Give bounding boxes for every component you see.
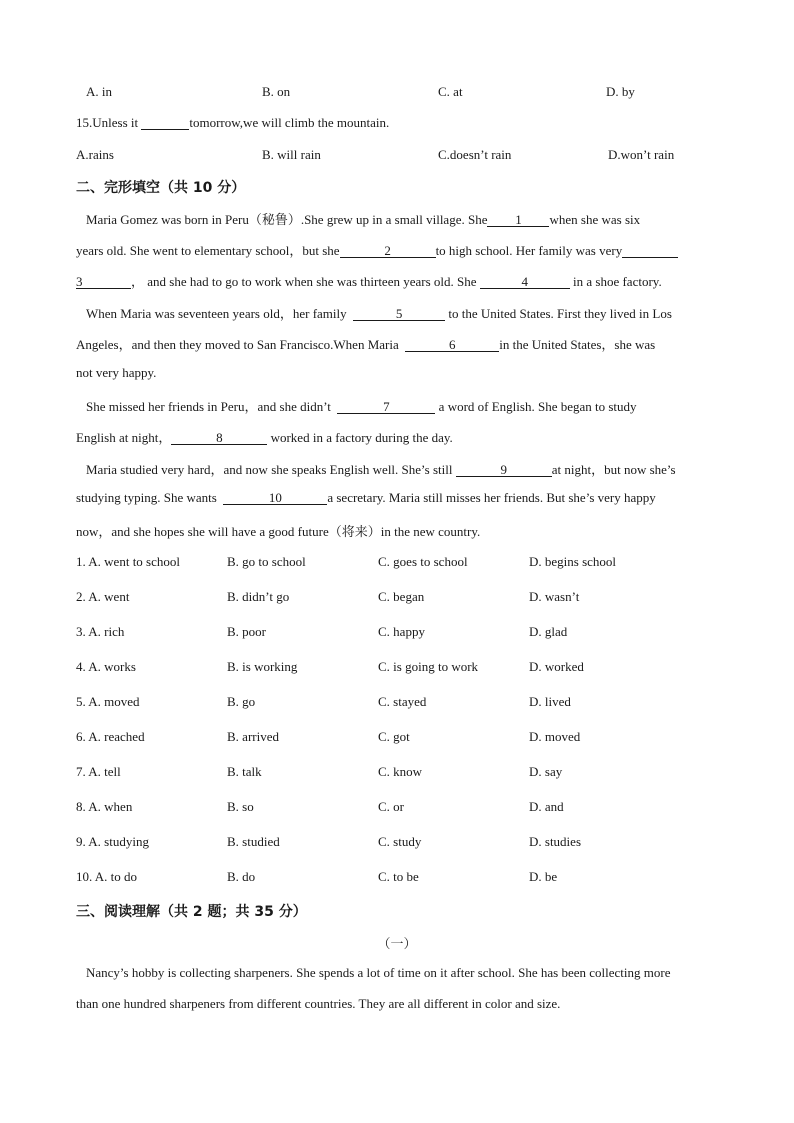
passage-line-8: [76, 427, 453, 446]
passage-text: in the United States，she was: [499, 337, 656, 352]
section3-heading: 三、阅读理解（共 2 题；共 35 分）: [76, 904, 307, 920]
passage-line-1: [86, 209, 640, 228]
blank-7: 7: [337, 400, 435, 414]
option-q5-d: D. lived: [529, 694, 571, 709]
passage-line-5: [76, 334, 655, 353]
option-q1-a: 1. A. went to school: [76, 554, 180, 569]
q14-option-b: B. on: [262, 84, 291, 99]
passage-text: in a shoe factory.: [573, 274, 662, 289]
blank-5: 5: [353, 307, 445, 321]
option-q7-d: D. say: [529, 764, 563, 779]
passage-line-7: [86, 396, 637, 415]
passage-text: English at night，: [76, 430, 172, 445]
option-q4-d: D. worked: [529, 659, 584, 674]
option-q9-a: 9. A. studying: [76, 834, 149, 849]
option-q3-a: 3. A. rich: [76, 624, 125, 639]
option-q6-a: 6. A. reached: [76, 729, 145, 744]
option-q10-d: D. be: [529, 869, 558, 884]
blank-1: 1: [487, 213, 549, 227]
passage-text: She missed her friends in Peru，and she didn’t: [86, 399, 335, 414]
option-q8-a: 8. A. when: [76, 799, 133, 814]
option-q9-c: C. study: [378, 834, 422, 849]
option-q2-c: C. began: [378, 589, 425, 604]
option-q7-b: B. talk: [227, 764, 262, 779]
passage-line-2: [76, 240, 678, 259]
blank-3-start: [622, 244, 678, 258]
option-q5-b: B. go: [227, 694, 256, 709]
option-q1-d: D. begins school: [529, 554, 617, 569]
option-q6-c: C. got: [378, 729, 410, 744]
option-q4-a: 4. A. works: [76, 659, 136, 674]
blank-3: 3: [76, 275, 131, 289]
q15-option-d: D.won’t rain: [608, 147, 675, 162]
passage-line-11: now，and she hopes she will have a good future（将来）in the new country.: [76, 524, 481, 539]
blank-10: 10: [223, 491, 327, 505]
passage-text: a word of English. She began to study: [438, 399, 637, 414]
blank-6: 6: [405, 338, 499, 352]
q14-option-c: C. at: [438, 84, 463, 99]
option-q7-c: C. know: [378, 764, 423, 779]
q15-option-a: A.rains: [76, 147, 114, 162]
passage-text: Maria studied very hard，and now she speaks English well. She’s still: [86, 462, 456, 477]
blank-8: 8: [171, 431, 267, 445]
option-q1-b: B. go to school: [227, 554, 306, 569]
option-q10-b: B. do: [227, 869, 256, 884]
passage-text: Maria Gomez was born in Peru（秘鲁）.She grew up in a small village. She: [86, 212, 488, 227]
blank-2: 2: [340, 244, 436, 258]
option-q8-b: B. so: [227, 799, 254, 814]
passage-text: worked in a factory during the day.: [270, 430, 453, 445]
option-q9-d: D. studies: [529, 834, 581, 849]
reading-para-line-2: than one hundred sharpeners from different countries. They are all different in color and size.: [76, 996, 561, 1011]
option-q2-d: D. wasn’t: [529, 589, 580, 604]
option-q6-b: B. arrived: [227, 729, 279, 744]
q15-stem-after: tomorrow,we will climb the mountain.: [189, 115, 390, 130]
passage-text: a secretary. Maria still misses her friends. But she’s very happy: [327, 490, 656, 505]
passage-line-9: [86, 459, 676, 478]
option-q10-a: 10. A. to do: [76, 869, 138, 884]
q15-blank: [141, 116, 189, 130]
option-q7-a: 7. A. tell: [76, 764, 121, 779]
section2-heading: 二、完形填空（共 10 分）: [76, 180, 246, 196]
blank-4: 4: [480, 275, 570, 289]
option-q4-b: B. is working: [227, 659, 298, 674]
passage-text: to high school. Her family was very: [435, 243, 623, 258]
passage-text: at night，but now she’s: [551, 462, 676, 477]
q15-option-c: C.doesn’t rain: [438, 147, 512, 162]
passage-text: years old. She went to elementary school，but she: [76, 243, 340, 258]
q15-stem: [76, 115, 389, 131]
passage-line-3: [76, 271, 662, 290]
option-q6-d: D. moved: [529, 729, 581, 744]
option-q3-b: B. poor: [227, 624, 266, 639]
option-q1-c: C. goes to school: [378, 554, 468, 569]
reading-para-line-1: Nancy’s hobby is collecting sharpeners. She spends a lot of time on it after school. She has been collecting more: [86, 965, 671, 980]
q15-stem-before: 15.Unless it: [76, 115, 142, 130]
passage-text: to the United States. First they lived in Los: [448, 306, 672, 321]
option-q5-c: C. stayed: [378, 694, 427, 709]
passage-text: Angeles，and then they moved to San Francisco.When Maria: [76, 337, 402, 352]
q15-option-b: B. will rain: [262, 147, 321, 162]
option-q10-c: C. to be: [378, 869, 419, 884]
q14-option-a: A. in: [86, 84, 112, 99]
option-q3-d: D. glad: [529, 624, 568, 639]
option-q4-c: C. is going to work: [378, 659, 479, 674]
option-q2-b: B. didn’t go: [227, 589, 290, 604]
option-q2-a: 2. A. went: [76, 589, 130, 604]
option-q9-b: B. studied: [227, 834, 280, 849]
option-q5-a: 5. A. moved: [76, 694, 140, 709]
passage-line-4: [86, 303, 672, 322]
passage-text: ， and she had to go to work when she was thirteen years old. She: [131, 274, 477, 289]
passage-line-10: [76, 490, 656, 506]
option-q8-c: C. or: [378, 799, 404, 814]
q14-option-d: D. by: [606, 84, 635, 99]
passage-text: studying typing. She wants: [76, 490, 221, 505]
blank-9: 9: [456, 463, 552, 477]
passage-text: when she was six: [549, 212, 641, 227]
option-q3-c: C. happy: [378, 624, 425, 639]
passage-line-6: not very happy.: [76, 365, 157, 380]
option-q8-d: D. and: [529, 799, 564, 814]
passage-text: When Maria was seventeen years old，her family: [86, 306, 350, 321]
section3-subtitle: （一）: [377, 936, 417, 951]
